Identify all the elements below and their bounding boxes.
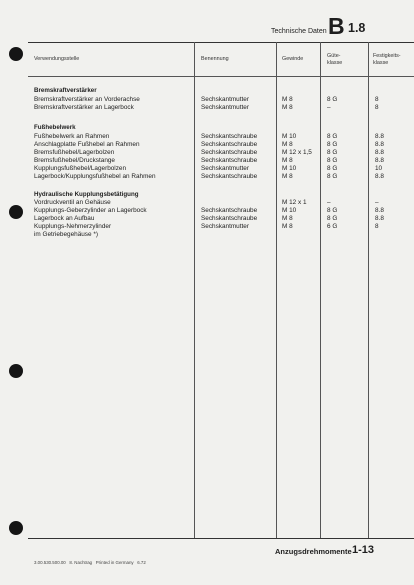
cell-stelle: Bremsfußhebel/Druckstange xyxy=(34,157,115,164)
cell-festigkeit: 8 xyxy=(375,104,379,111)
table-row xyxy=(0,133,414,141)
cell-gewinde: M 10 xyxy=(282,207,297,214)
cell-guete: 8 G xyxy=(327,133,338,140)
column-header-guete-line2: klasse xyxy=(327,60,343,66)
column-divider-4 xyxy=(368,42,369,538)
cell-guete: – xyxy=(327,104,331,111)
cell-guete: 8 G xyxy=(327,165,338,172)
table-row xyxy=(0,231,414,239)
column-header-festigkeit: Festigkeits- xyxy=(373,53,401,59)
cell-festigkeit: 8.8 xyxy=(375,207,384,214)
table-row xyxy=(0,157,414,165)
table-row xyxy=(0,165,414,173)
cell-festigkeit: 10 xyxy=(375,165,383,172)
cell-festigkeit: 8.8 xyxy=(375,141,384,148)
cell-stelle: Fußhebelwerk an Rahmen xyxy=(34,133,110,140)
cell-stelle: Bremskraftverstärker an Lagerbock xyxy=(34,104,134,111)
cell-benennung: Sechskantschraube xyxy=(201,215,258,222)
footer-section-title: Anzugsdrehmomente xyxy=(275,547,352,556)
cell-stelle: Kupplungsfußhebel/Lagerbolzen xyxy=(34,165,127,172)
cell-stelle: Lagerbock/Kupplungsfußhebel an Rahmen xyxy=(34,173,156,180)
cell-gewinde: M 8 xyxy=(282,223,293,230)
cell-gewinde: M 8 xyxy=(282,104,293,111)
cell-stelle: Bremskraftverstärker an Vorderachse xyxy=(34,96,140,103)
section-number: 1.8 xyxy=(348,21,366,35)
cell-gewinde: M 8 xyxy=(282,215,293,222)
cell-gewinde: M 8 xyxy=(282,173,293,180)
cell-stelle: Vordruckventil an Gehäuse xyxy=(34,199,111,206)
cell-guete: – xyxy=(327,199,331,206)
table-row xyxy=(0,149,414,157)
punch-hole-4 xyxy=(9,521,23,535)
cell-gewinde: M 8 xyxy=(282,141,293,148)
cell-gewinde: M 12 x 1,5 xyxy=(282,149,312,156)
table-row xyxy=(0,96,414,104)
group-heading: Hydraulische Kupplungsbetätigung xyxy=(34,191,139,198)
cell-guete: 8 G xyxy=(327,215,338,222)
cell-benennung: Sechskantmutter xyxy=(201,165,249,172)
column-header-stelle: Verwendungsstelle xyxy=(34,56,80,62)
table-row xyxy=(0,141,414,149)
column-divider-1 xyxy=(194,42,195,538)
cell-festigkeit: 8 xyxy=(375,223,379,230)
page-title: Technische Daten xyxy=(271,28,327,35)
cell-guete: 8 G xyxy=(327,157,338,164)
table-header-rule xyxy=(28,76,414,77)
cell-guete: 6 G xyxy=(327,223,338,230)
cell-gewinde: M 8 xyxy=(282,96,293,103)
cell-stelle: im Getriebegehäuse *) xyxy=(34,231,98,238)
column-header-gewinde: Gewinde xyxy=(282,56,304,62)
cell-guete: 8 G xyxy=(327,149,338,156)
cell-guete: 8 G xyxy=(327,96,338,103)
cell-stelle: Kupplungs-Geberzylinder an Lagerbock xyxy=(34,207,147,214)
section-letter: B xyxy=(328,13,345,39)
cell-stelle: Bremsfußhebel/Lagerbolzen xyxy=(34,149,115,156)
cell-benennung: Sechskantschraube xyxy=(201,157,258,164)
table-row xyxy=(0,104,414,112)
cell-gewinde: M 12 x 1 xyxy=(282,199,307,206)
cell-festigkeit: 8.8 xyxy=(375,157,384,164)
cell-gewinde: M 8 xyxy=(282,157,293,164)
cell-stelle: Lagerbock an Aufbau xyxy=(34,215,95,222)
table-row xyxy=(0,223,414,231)
cell-guete: 8 G xyxy=(327,141,338,148)
column-header-guete: Güte- xyxy=(327,53,341,59)
cell-guete: 8 G xyxy=(327,173,338,180)
column-header-festigkeit-line2: klasse xyxy=(373,60,389,66)
cell-benennung: Sechskantschraube xyxy=(201,133,258,140)
cell-benennung: Sechskantschraube xyxy=(201,207,258,214)
cell-gewinde: M 10 xyxy=(282,133,297,140)
table-row xyxy=(0,215,414,223)
cell-benennung: Sechskantmutter xyxy=(201,104,249,111)
cell-gewinde: M 10 xyxy=(282,165,297,172)
print-info: 3.00.530.500.00 8. Nachtrag Printed in Germany 6.72 xyxy=(34,560,146,565)
cell-benennung: Sechskantmutter xyxy=(201,223,249,230)
cell-guete: 8 G xyxy=(327,207,338,214)
cell-benennung: Sechskantschraube xyxy=(201,173,258,180)
cell-benennung: Sechskantschraube xyxy=(201,149,258,156)
cell-benennung: Sechskantschraube xyxy=(201,141,258,148)
cell-festigkeit: 8.8 xyxy=(375,173,384,180)
column-header-benennung: Benennung xyxy=(201,56,229,62)
table-row xyxy=(0,199,414,207)
page-number: 1-13 xyxy=(352,544,375,556)
cell-benennung: Sechskantmutter xyxy=(201,96,249,103)
punch-hole-1 xyxy=(9,47,23,61)
table-row xyxy=(0,207,414,215)
cell-festigkeit: 8.8 xyxy=(375,133,384,140)
cell-festigkeit: 8.8 xyxy=(375,215,384,222)
table-row xyxy=(0,173,414,181)
punch-hole-3 xyxy=(9,364,23,378)
cell-festigkeit: – xyxy=(375,199,379,206)
column-divider-2 xyxy=(276,42,277,538)
cell-festigkeit: 8 xyxy=(375,96,379,103)
table-top-rule xyxy=(28,42,414,43)
table-bottom-rule xyxy=(28,538,414,539)
cell-stelle: Anschlagplatte Fußhebel an Rahmen xyxy=(34,141,140,148)
group-heading: Bremskraftverstärker xyxy=(34,87,97,94)
group-heading: Fußhebelwerk xyxy=(34,124,76,131)
column-divider-3 xyxy=(320,42,321,538)
cell-festigkeit: 8.8 xyxy=(375,149,384,156)
cell-stelle: Kupplungs-Nehmerzylinder xyxy=(34,223,112,230)
